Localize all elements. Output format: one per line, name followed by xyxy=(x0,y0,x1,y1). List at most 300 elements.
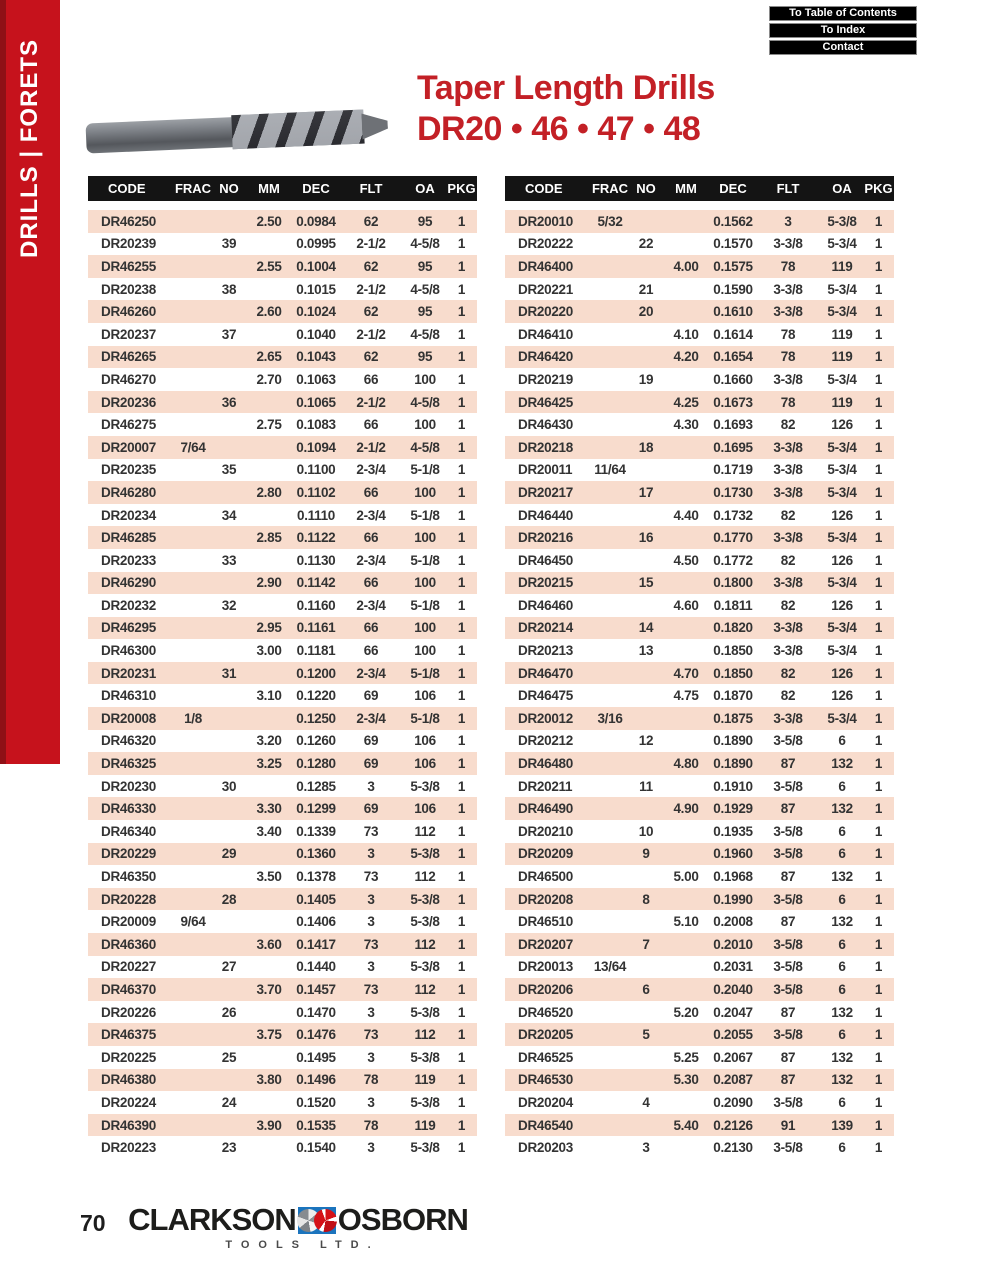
cell-dec: 0.1200 xyxy=(296,665,336,681)
cell-pkg: 1 xyxy=(874,643,883,659)
cell-dec: 0.1378 xyxy=(296,869,336,885)
cell-pkg: 1 xyxy=(457,530,466,546)
table-row xyxy=(505,752,894,775)
cell-dec: 0.2067 xyxy=(713,1049,753,1065)
cell-flt: 3-3/8 xyxy=(773,236,803,252)
cell-flt: 62 xyxy=(363,213,379,229)
cell-code: DR20219 xyxy=(518,371,573,387)
cell-pkg: 1 xyxy=(874,394,883,410)
table-row xyxy=(88,255,477,278)
cell-flt: 78 xyxy=(780,326,796,342)
cell-pkg: 1 xyxy=(874,1094,883,1110)
cell-pkg: 1 xyxy=(874,688,883,704)
cell-flt: 73 xyxy=(363,981,379,997)
cell-mm: 2.50 xyxy=(256,213,282,229)
cell-code: DR46420 xyxy=(518,349,573,365)
column-header-pkg: PKG xyxy=(447,181,476,196)
cell-pkg: 1 xyxy=(874,846,883,862)
table-row xyxy=(505,978,894,1001)
cell-code: DR46270 xyxy=(101,371,156,387)
cell-pkg: 1 xyxy=(874,552,883,568)
cell-code: DR20213 xyxy=(518,643,573,659)
cell-code: DR46300 xyxy=(101,643,156,659)
cell-pkg: 1 xyxy=(874,1072,883,1088)
cell-dec: 0.1614 xyxy=(713,326,753,342)
cell-no: 5 xyxy=(642,1027,650,1043)
cell-flt: 3-5/8 xyxy=(773,1140,803,1156)
cell-flt: 3-3/8 xyxy=(773,371,803,387)
cell-code: DR46500 xyxy=(518,869,573,885)
column-header-flt: FLT xyxy=(776,181,800,196)
cell-code: DR20012 xyxy=(518,710,573,726)
cell-pkg: 1 xyxy=(457,801,466,817)
cell-oa: 100 xyxy=(414,530,436,546)
cell-no: 33 xyxy=(221,552,237,568)
table-row xyxy=(88,1114,477,1137)
cell-pkg: 1 xyxy=(874,417,883,433)
cell-flt: 62 xyxy=(363,258,379,274)
cell-oa: 119 xyxy=(414,1072,436,1088)
cell-oa: 5-3/4 xyxy=(827,371,857,387)
column-header-code: CODE xyxy=(108,181,146,196)
cell-oa: 112 xyxy=(414,936,436,952)
cell-no: 36 xyxy=(221,394,237,410)
cell-oa: 100 xyxy=(414,575,436,591)
cell-flt: 3 xyxy=(367,846,375,862)
page-title-line2: DR20 • 46 • 47 • 48 xyxy=(417,110,701,148)
cell-pkg: 1 xyxy=(457,575,466,591)
cell-mm: 4.75 xyxy=(673,688,699,704)
table-row xyxy=(88,278,477,301)
cell-oa: 5-1/8 xyxy=(410,665,440,681)
cell-mm: 2.80 xyxy=(256,484,282,500)
cell-mm: 5.30 xyxy=(673,1072,699,1088)
cell-oa: 4-5/8 xyxy=(410,236,440,252)
cell-pkg: 1 xyxy=(874,981,883,997)
cell-code: DR20239 xyxy=(101,236,156,252)
cell-dec: 0.1285 xyxy=(296,778,336,794)
cell-pkg: 1 xyxy=(874,439,883,455)
cell-code: DR20231 xyxy=(101,665,156,681)
table-row xyxy=(88,1023,477,1046)
cell-code: DR46275 xyxy=(101,417,156,433)
cell-frac: 11/64 xyxy=(594,462,626,478)
cell-mm: 2.55 xyxy=(256,258,282,274)
table-row xyxy=(88,752,477,775)
cell-dec: 0.1960 xyxy=(713,846,753,862)
cell-oa: 132 xyxy=(831,914,853,930)
cell-oa: 100 xyxy=(414,371,436,387)
cell-oa: 4-5/8 xyxy=(410,281,440,297)
table-row xyxy=(505,730,894,753)
cell-pkg: 1 xyxy=(874,914,883,930)
cell-dec: 0.0995 xyxy=(296,236,336,252)
table-row xyxy=(505,956,894,979)
cell-oa: 100 xyxy=(414,484,436,500)
cell-code: DR20216 xyxy=(518,530,573,546)
cell-dec: 0.1015 xyxy=(296,281,336,297)
cell-code: DR46330 xyxy=(101,801,156,817)
table-row xyxy=(505,1069,894,1092)
table-row xyxy=(505,617,894,640)
column-header-dec: DEC xyxy=(302,181,330,196)
table-row xyxy=(505,888,894,911)
table-row xyxy=(88,368,477,391)
cell-oa: 5-3/4 xyxy=(827,236,857,252)
cell-oa: 126 xyxy=(831,665,853,681)
cell-mm: 2.65 xyxy=(256,349,282,365)
cell-code: DR20214 xyxy=(518,620,573,636)
cell-pkg: 1 xyxy=(874,462,883,478)
table-row xyxy=(505,549,894,572)
brand-subtitle: TOOLS LTD. xyxy=(225,1239,380,1251)
nav-button-index[interactable]: To Index xyxy=(769,23,917,38)
cell-no: 29 xyxy=(221,846,237,862)
cell-flt: 2-3/4 xyxy=(356,507,386,523)
cell-code: DR46475 xyxy=(518,688,573,704)
cell-flt: 3-3/8 xyxy=(773,530,803,546)
cell-pkg: 1 xyxy=(457,213,466,229)
cell-flt: 2-1/2 xyxy=(356,281,386,297)
table-row xyxy=(505,1046,894,1069)
cell-dec: 0.2090 xyxy=(713,1094,753,1110)
cell-pkg: 1 xyxy=(457,823,466,839)
cell-pkg: 1 xyxy=(874,349,883,365)
table-row xyxy=(88,549,477,572)
cell-frac: 7/64 xyxy=(180,439,206,455)
cell-code: DR20230 xyxy=(101,778,156,794)
cell-code: DR20008 xyxy=(101,710,156,726)
column-header-no: NO xyxy=(636,181,656,196)
table-row xyxy=(505,323,894,346)
cell-flt: 3-5/8 xyxy=(773,733,803,749)
cell-flt: 3-3/8 xyxy=(773,462,803,478)
cell-pkg: 1 xyxy=(874,575,883,591)
cell-dec: 0.1719 xyxy=(713,462,753,478)
cell-dec: 0.1360 xyxy=(296,846,336,862)
cell-flt: 3-5/8 xyxy=(773,1027,803,1043)
cell-dec: 0.2130 xyxy=(713,1140,753,1156)
cell-dec: 0.1496 xyxy=(296,1072,336,1088)
cell-no: 11 xyxy=(639,778,653,794)
cell-oa: 5-3/8 xyxy=(827,213,857,229)
cell-flt: 2-1/2 xyxy=(356,326,386,342)
cell-code: DR20211 xyxy=(518,778,573,794)
cell-pkg: 1 xyxy=(457,417,466,433)
cell-dec: 0.1610 xyxy=(713,304,753,320)
cell-mm: 2.60 xyxy=(256,304,282,320)
table-row xyxy=(88,797,477,820)
page-number: 70 xyxy=(80,1210,106,1236)
cell-dec: 0.1575 xyxy=(713,258,753,274)
cell-code: DR20207 xyxy=(518,936,573,952)
column-header-code: CODE xyxy=(525,181,563,196)
table-row xyxy=(88,436,477,459)
cell-flt: 3-5/8 xyxy=(773,936,803,952)
cell-code: DR20007 xyxy=(101,439,156,455)
table-row xyxy=(505,684,894,707)
cell-dec: 0.1811 xyxy=(713,597,753,613)
cell-oa: 106 xyxy=(414,733,436,749)
cell-mm: 5.10 xyxy=(673,914,699,930)
table-row xyxy=(505,278,894,301)
cell-oa: 5-1/8 xyxy=(410,710,440,726)
cell-pkg: 1 xyxy=(874,778,883,794)
cell-code: DR46360 xyxy=(101,936,156,952)
brand-logo xyxy=(128,1202,468,1251)
table-row xyxy=(505,1091,894,1114)
cell-pkg: 1 xyxy=(874,710,883,726)
cell-flt: 78 xyxy=(780,349,796,365)
cell-pkg: 1 xyxy=(457,846,466,862)
cell-pkg: 1 xyxy=(874,869,883,885)
cell-mm: 4.80 xyxy=(673,756,699,772)
cell-pkg: 1 xyxy=(457,981,466,997)
sidebar xyxy=(0,0,60,764)
cell-flt: 3-3/8 xyxy=(773,643,803,659)
nav-button-table-of-contents[interactable]: To Table of Contents xyxy=(769,6,917,21)
table-row xyxy=(88,888,477,911)
drill-table-left xyxy=(88,176,477,1159)
table-row xyxy=(88,459,477,482)
cell-oa: 100 xyxy=(414,643,436,659)
cell-oa: 112 xyxy=(414,1027,436,1043)
cell-pkg: 1 xyxy=(457,936,466,952)
table-row xyxy=(88,1001,477,1024)
cell-pkg: 1 xyxy=(874,281,883,297)
cell-code: DR46510 xyxy=(518,914,573,930)
cell-pkg: 1 xyxy=(874,620,883,636)
cell-code: DR20224 xyxy=(101,1094,156,1110)
cell-no: 34 xyxy=(221,507,237,523)
cell-code: DR46450 xyxy=(518,552,573,568)
cell-dec: 0.1929 xyxy=(713,801,753,817)
cell-flt: 3-3/8 xyxy=(773,439,803,455)
cell-flt: 82 xyxy=(780,597,796,613)
cell-flt: 87 xyxy=(780,756,796,772)
table-row xyxy=(88,910,477,933)
cell-dec: 0.1250 xyxy=(296,710,336,726)
cell-code: DR20212 xyxy=(518,733,573,749)
cell-flt: 87 xyxy=(780,1072,796,1088)
cell-code: DR20222 xyxy=(518,236,573,252)
cell-pkg: 1 xyxy=(457,281,466,297)
cell-no: 4 xyxy=(642,1094,650,1110)
cell-pkg: 1 xyxy=(457,507,466,523)
cell-flt: 73 xyxy=(363,869,379,885)
cell-oa: 6 xyxy=(838,733,846,749)
cell-dec: 0.2055 xyxy=(713,1027,753,1043)
nav-buttons xyxy=(769,6,917,57)
cell-pkg: 1 xyxy=(457,733,466,749)
cell-mm: 4.50 xyxy=(673,552,699,568)
cell-dec: 0.1102 xyxy=(296,484,336,500)
cell-no: 31 xyxy=(221,665,237,681)
cell-flt: 3-5/8 xyxy=(773,1094,803,1110)
column-header-dec: DEC xyxy=(719,181,747,196)
brand-pinwheel-icon xyxy=(298,1207,336,1234)
cell-oa: 5-3/8 xyxy=(410,1140,440,1156)
cell-oa: 5-3/4 xyxy=(827,304,857,320)
cell-dec: 0.1770 xyxy=(713,530,753,546)
cell-flt: 3-5/8 xyxy=(773,778,803,794)
cell-oa: 6 xyxy=(838,1094,846,1110)
table-row xyxy=(505,413,894,436)
cell-pkg: 1 xyxy=(874,1027,883,1043)
table-row xyxy=(88,413,477,436)
cell-oa: 5-1/8 xyxy=(410,462,440,478)
cell-mm: 5.40 xyxy=(673,1117,699,1133)
table-row xyxy=(88,617,477,640)
cell-flt: 66 xyxy=(363,371,379,387)
cell-flt: 87 xyxy=(780,1049,796,1065)
cell-mm: 3.40 xyxy=(256,823,282,839)
cell-flt: 3 xyxy=(367,1094,375,1110)
table-row xyxy=(505,843,894,866)
cell-pkg: 1 xyxy=(457,349,466,365)
table-row xyxy=(505,368,894,391)
table-row xyxy=(505,910,894,933)
table-row xyxy=(88,662,477,685)
cell-no: 10 xyxy=(638,823,654,839)
cell-pkg: 1 xyxy=(457,778,466,794)
cell-frac: 5/32 xyxy=(597,213,623,229)
cell-mm: 5.20 xyxy=(673,1004,699,1020)
cell-flt: 91 xyxy=(780,1117,796,1133)
cell-dec: 0.1935 xyxy=(713,823,753,839)
cell-pkg: 1 xyxy=(457,236,466,252)
cell-oa: 119 xyxy=(831,258,853,274)
cell-no: 32 xyxy=(221,597,237,613)
brand-logo-row xyxy=(128,1202,468,1238)
cell-no: 20 xyxy=(638,304,654,320)
table-row xyxy=(88,639,477,662)
cell-pkg: 1 xyxy=(874,936,883,952)
cell-flt: 3-3/8 xyxy=(773,484,803,500)
cell-dec: 0.1520 xyxy=(296,1094,336,1110)
cell-flt: 73 xyxy=(363,1027,379,1043)
cell-oa: 95 xyxy=(417,349,433,365)
cell-code: DR46530 xyxy=(518,1072,573,1088)
cell-oa: 119 xyxy=(414,1117,436,1133)
cell-flt: 82 xyxy=(780,552,796,568)
cell-dec: 0.1968 xyxy=(713,869,753,885)
cell-code: DR46340 xyxy=(101,823,156,839)
cell-oa: 5-1/8 xyxy=(410,552,440,568)
cell-pkg: 1 xyxy=(874,756,883,772)
cell-dec: 0.1417 xyxy=(296,936,336,952)
cell-pkg: 1 xyxy=(457,258,466,274)
cell-pkg: 1 xyxy=(874,371,883,387)
cell-flt: 78 xyxy=(780,394,796,410)
cell-code: DR46325 xyxy=(101,756,156,772)
nav-button-contact[interactable]: Contact xyxy=(769,40,917,55)
table-row xyxy=(88,775,477,798)
cell-flt: 66 xyxy=(363,620,379,636)
cell-oa: 5-3/8 xyxy=(410,1049,440,1065)
cell-mm: 3.20 xyxy=(256,733,282,749)
cell-code: DR46470 xyxy=(518,665,573,681)
drill-bit-photo xyxy=(85,101,389,162)
cell-pkg: 1 xyxy=(874,959,883,975)
drill-shank xyxy=(85,117,236,154)
cell-pkg: 1 xyxy=(874,484,883,500)
cell-pkg: 1 xyxy=(457,959,466,975)
table-row xyxy=(505,933,894,956)
cell-mm: 3.80 xyxy=(256,1072,282,1088)
cell-oa: 119 xyxy=(831,326,853,342)
cell-oa: 5-3/4 xyxy=(827,575,857,591)
cell-dec: 0.1043 xyxy=(296,349,336,365)
cell-dec: 0.1004 xyxy=(296,258,336,274)
cell-oa: 5-3/8 xyxy=(410,1094,440,1110)
cell-flt: 82 xyxy=(780,688,796,704)
cell-no: 23 xyxy=(221,1140,237,1156)
table-row xyxy=(88,1046,477,1069)
cell-oa: 5-3/4 xyxy=(827,439,857,455)
cell-dec: 0.1130 xyxy=(296,552,336,568)
cell-dec: 0.1673 xyxy=(713,394,753,410)
table-row xyxy=(505,1001,894,1024)
cell-flt: 3-5/8 xyxy=(773,823,803,839)
cell-code: DR46260 xyxy=(101,304,156,320)
cell-dec: 0.1540 xyxy=(296,1140,336,1156)
cell-dec: 0.1122 xyxy=(296,530,336,546)
cell-dec: 0.1040 xyxy=(296,326,336,342)
cell-flt: 69 xyxy=(363,756,379,772)
cell-pkg: 1 xyxy=(457,439,466,455)
cell-flt: 78 xyxy=(780,258,796,274)
cell-code: DR20209 xyxy=(518,846,573,862)
cell-pkg: 1 xyxy=(457,484,466,500)
cell-frac: 1/8 xyxy=(184,710,202,726)
table-row xyxy=(88,391,477,414)
table-row xyxy=(505,662,894,685)
cell-dec: 0.1660 xyxy=(713,371,753,387)
cell-code: DR20217 xyxy=(518,484,573,500)
cell-no: 28 xyxy=(221,891,237,907)
cell-dec: 0.1094 xyxy=(296,439,336,455)
cell-oa: 112 xyxy=(414,981,436,997)
cell-oa: 4-5/8 xyxy=(410,394,440,410)
cell-pkg: 1 xyxy=(457,643,466,659)
cell-oa: 6 xyxy=(838,1140,846,1156)
table-row xyxy=(88,210,477,233)
cell-pkg: 1 xyxy=(874,236,883,252)
cell-mm: 4.90 xyxy=(673,801,699,817)
cell-flt: 87 xyxy=(780,869,796,885)
sidebar-section-label: DRILLS | FORETS xyxy=(16,38,43,258)
brand-name-osborn: OSBORN xyxy=(337,1202,468,1237)
cell-no: 26 xyxy=(221,1004,237,1020)
cell-pkg: 1 xyxy=(457,756,466,772)
cell-pkg: 1 xyxy=(457,1049,466,1065)
cell-oa: 5-3/8 xyxy=(410,846,440,862)
cell-flt: 82 xyxy=(780,417,796,433)
cell-mm: 3.60 xyxy=(256,936,282,952)
cell-dec: 0.1570 xyxy=(713,236,753,252)
cell-dec: 0.2040 xyxy=(713,981,753,997)
table-row xyxy=(505,391,894,414)
cell-code: DR46310 xyxy=(101,688,156,704)
table-row xyxy=(505,820,894,843)
table-row xyxy=(88,956,477,979)
table-row xyxy=(505,865,894,888)
cell-mm: 3.90 xyxy=(256,1117,282,1133)
column-header-no: NO xyxy=(219,181,239,196)
cell-code: DR20221 xyxy=(518,281,573,297)
cell-oa: 6 xyxy=(838,1027,846,1043)
